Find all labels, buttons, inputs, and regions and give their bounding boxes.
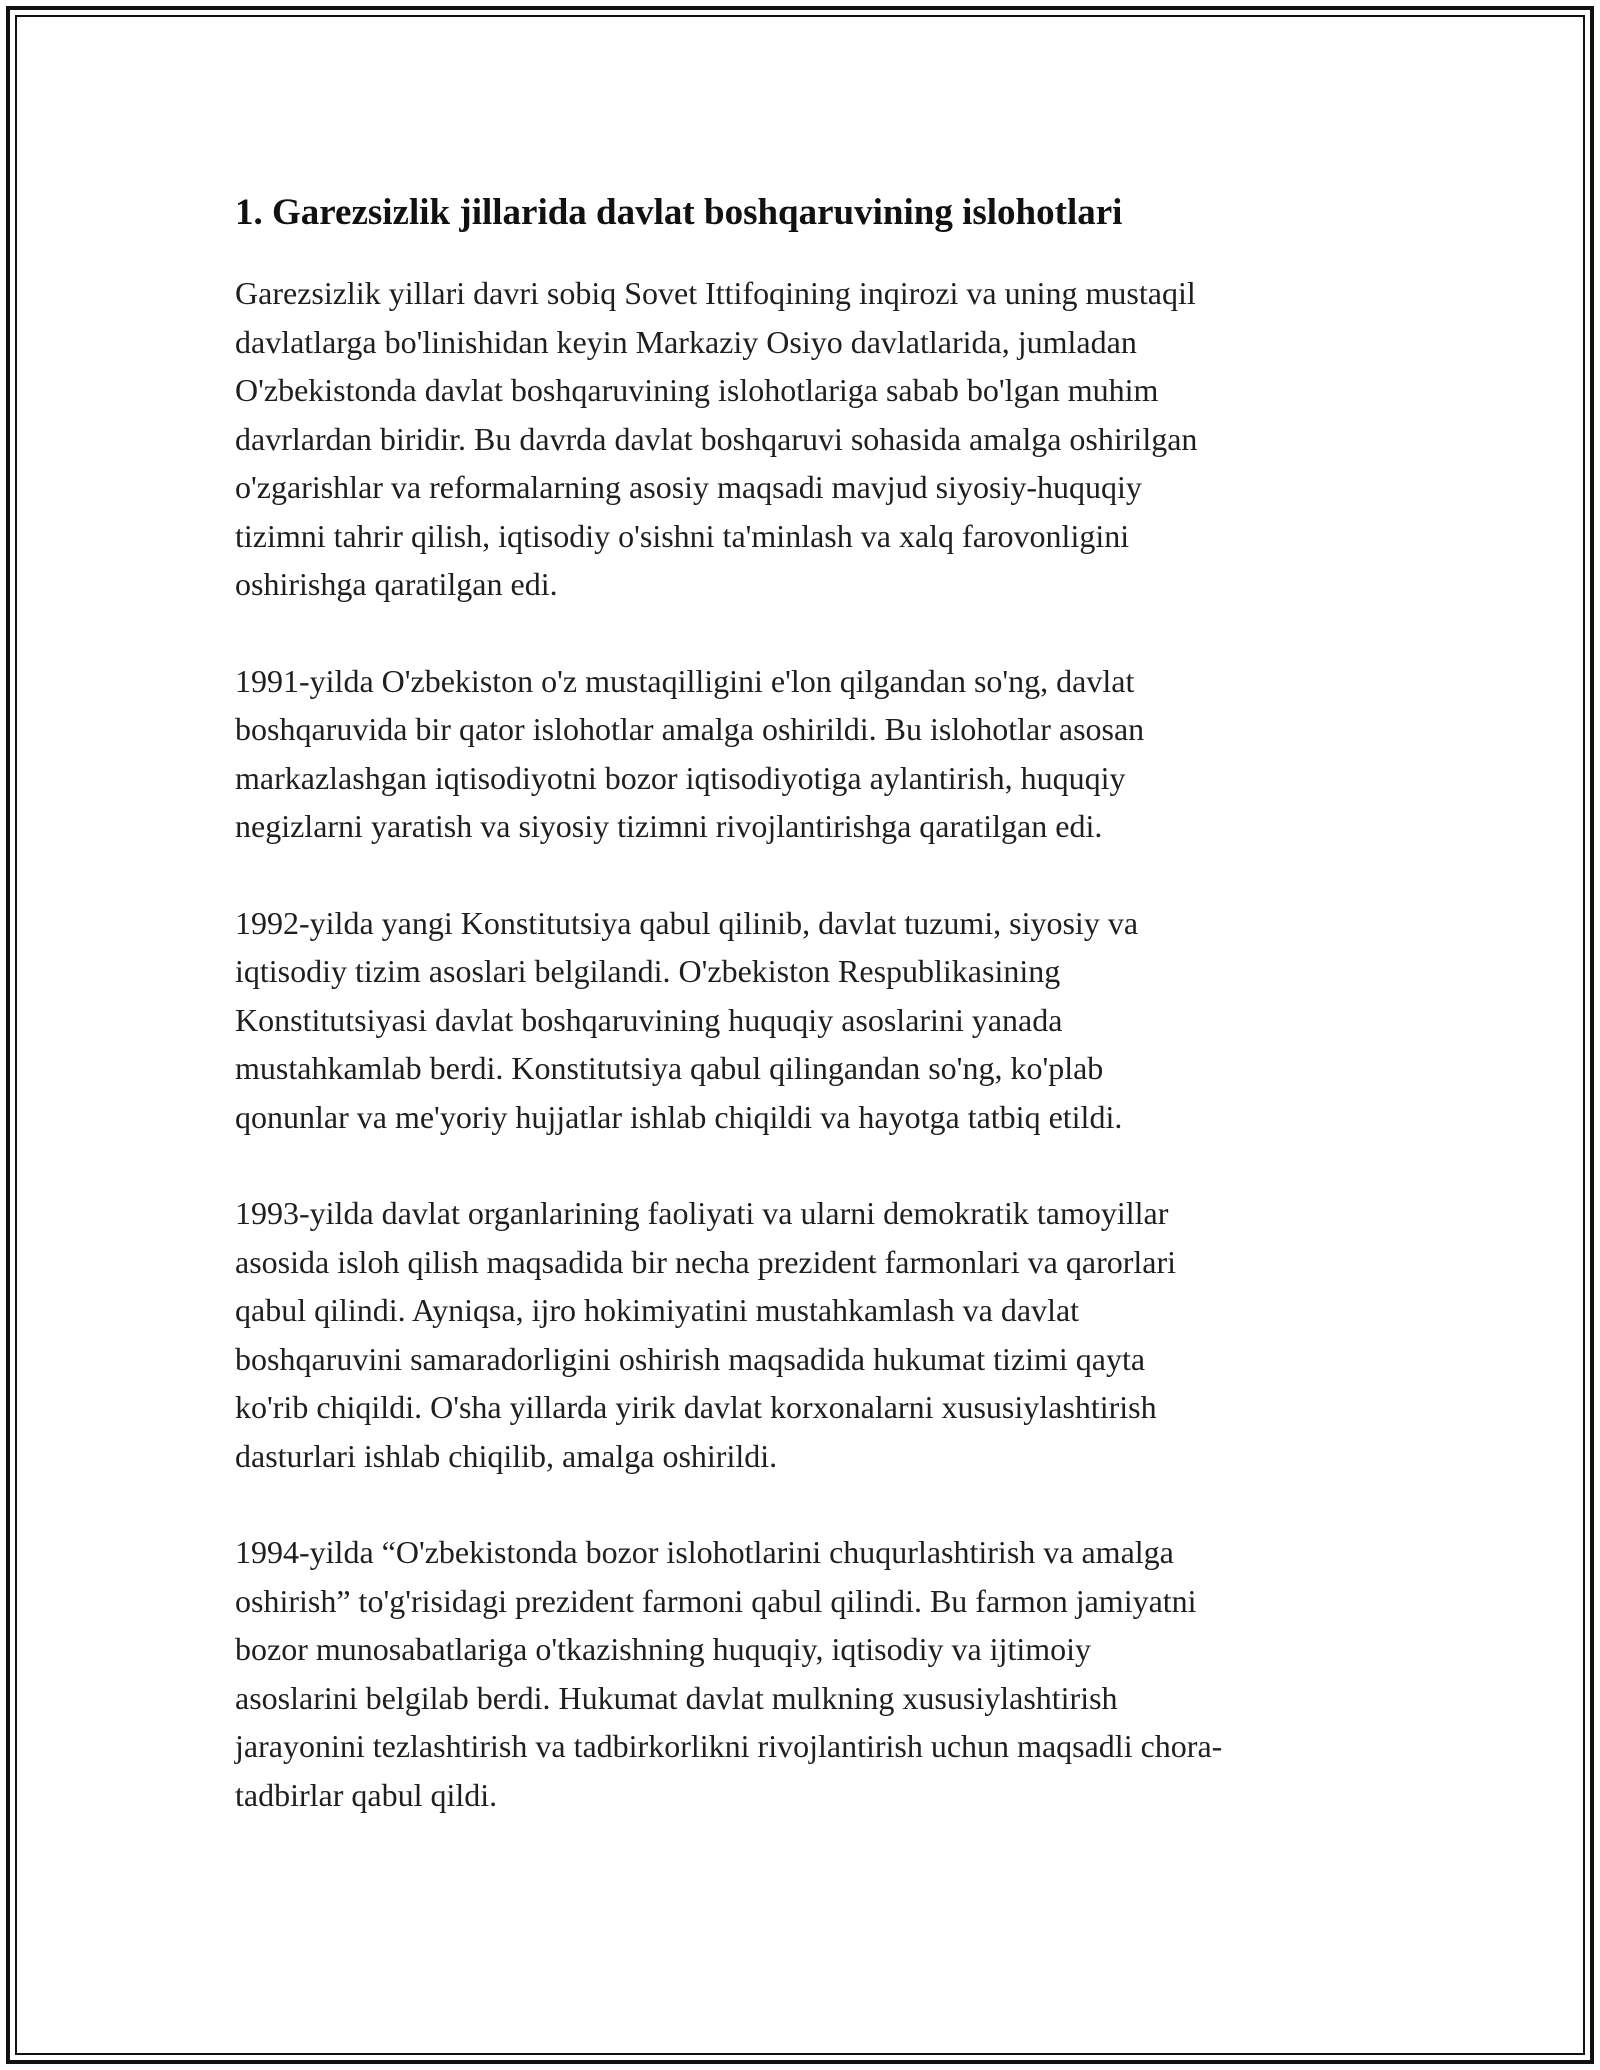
paragraph-intro: Garezsizlik yillari davri sobiq Sovet Ittifoqining inqirozi va uning mustaqil davlatlarga bo'linishidan keyin Markaziy Osiyo davlatlarida, jumladan O'zbekistonda davlat boshqaruvining islohotlariga sabab bo'lgan muhim davrlardan biridir. Bu davrda davlat boshqaruvi sohasida amalga oshirilgan o'zgarishlar va reformalarning asosiy maqsadi mavjud siyosiy-huquqiy tizimni tahrir qilish, iqtisodiy o'sishni ta'minlash va xalq farovonligini oshirishga qaratilgan edi. xyxy=(235,275,1198,602)
paragraph-1994: 1994-yilda “O'zbekistonda bozor islohotlarini chuqurlashtirish va amalga oshirish” to'g'risidagi prezident farmoni qabul qilindi. Bu farmon jamiyatni bozor munosabatlariga o'tkazishning huquqiy, iqtisodiy va ijtimoiy asoslarini belgilab berdi. Hukumat davlat mulkning xususiylashtirish jarayonini tezlashtirish va tadbirkorlikni rivojlantirish uchun maqsadli chora- tadbirlar qabul qildi. xyxy=(235,1534,1223,1813)
paragraph-1993: 1993-yilda davlat organlarining faoliyati va ularni demokratik tamoyillar asosida isloh qilish maqsadida bir necha prezident farmonlari va qarorlari qabul qilindi. Ayniqsa, ijro hokimiyatini mustahkamlash va davlat boshqaruvini samaradorligini oshirish maqsadida hukumat tizimi qayta ko'rib chiqildi. O'sha yillarda yirik davlat korxonalarni xususiylashtirish dasturlari ishlab chiqilib, amalga oshirildi. xyxy=(235,1195,1177,1474)
document-body xyxy=(235,185,1375,1867)
paragraph-1992: 1992-yilda yangi Konstitutsiya qabul qilinib, davlat tuzumi, siyosiy va iqtisodiy tizim asoslari belgilandi. O'zbekiston Respublikasining Konstitutsiyasi davlat boshqaruvining huquqiy asoslarini yanada mustahkamlab berdi. Konstitutsiya qabul qilingandan so'ng, ko'plab qonunlar va me'yoriy hujjatlar ishlab chiqildi va hayotga tatbiq etildi. xyxy=(235,904,1139,1135)
document-title: 1. Garezsizlik jillarida davlat boshqaruvining islohotlari xyxy=(235,192,1123,233)
paragraph-1991: 1991-yilda O'zbekiston o'z mustaqilligini e'lon qilgandan so'ng, davlat boshqaruvida bir qator islohotlar amalga oshirildi. Bu islohotlar asosan markazlashgan iqtisodiyotni bozor iqtisodiyotiga aylantirish, huquqiy negizlarni yaratish va siyosiy tizimni rivojlantirishga qaratilgan edi. xyxy=(235,662,1145,844)
